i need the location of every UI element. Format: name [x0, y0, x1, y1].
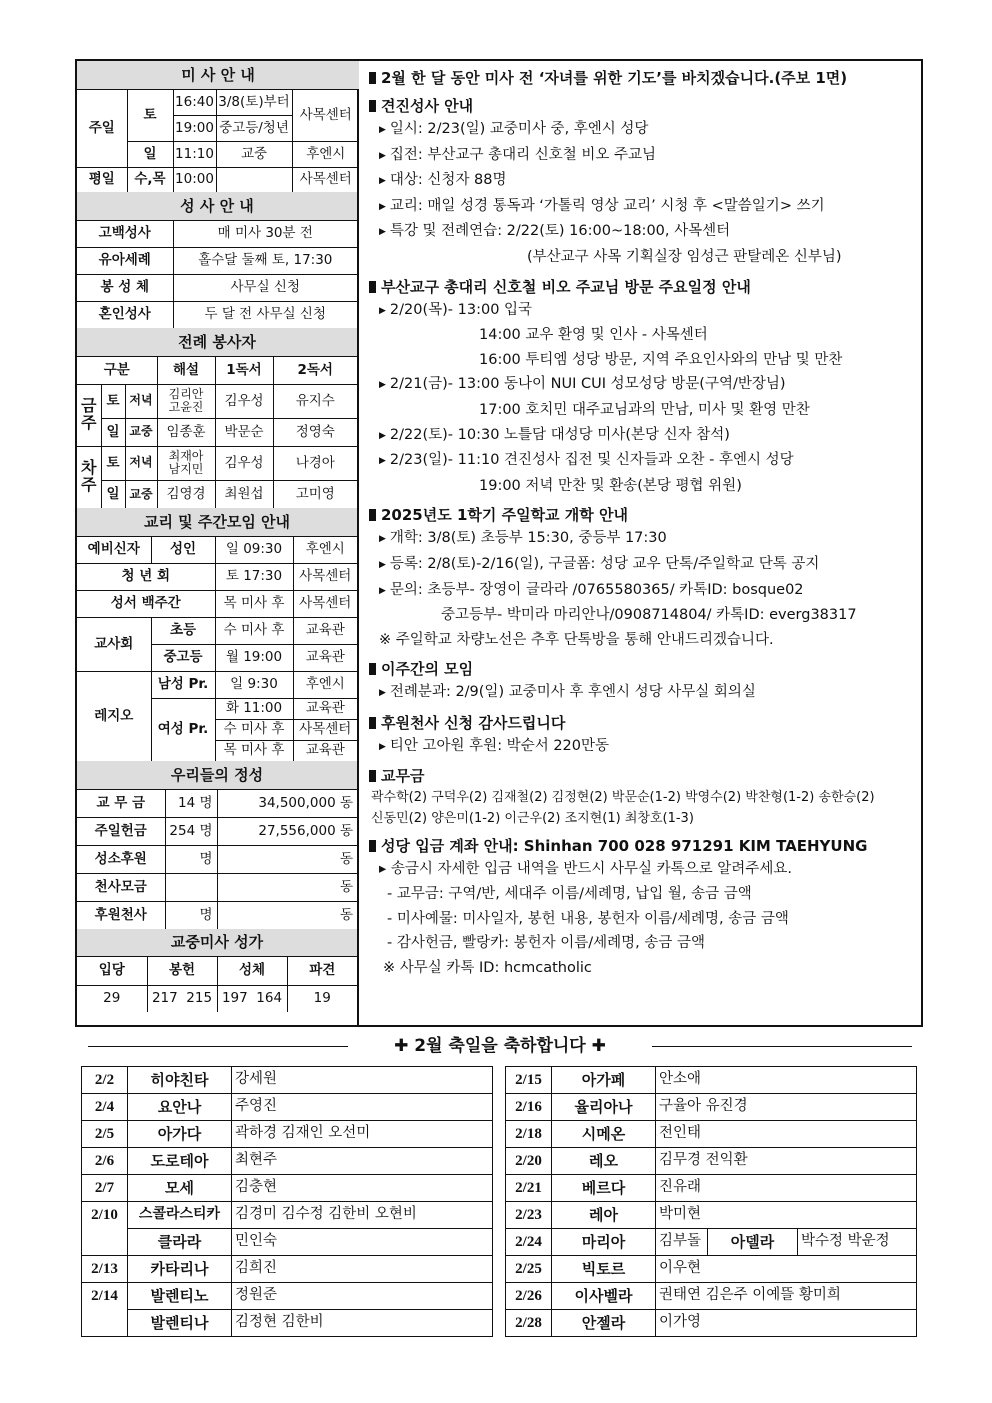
liturgy-mass: 교중 [125, 418, 157, 446]
feast-people: 박미현 [656, 1202, 917, 1229]
reader2: 나경아 [273, 446, 357, 480]
sacrament-value: 매 미사 30분 전 [173, 220, 357, 247]
feast-saint: 마리아 [552, 1229, 656, 1256]
meeting-group: 예비신자 [77, 536, 151, 563]
feast-date: 2/13 [82, 1256, 128, 1283]
feast-saint: 발렌티노 [128, 1283, 232, 1310]
feast-date: 2/23 [506, 1202, 552, 1229]
sat-label: 토 [127, 89, 173, 141]
feast-people: 곽하경 김재인 오선미 [232, 1121, 493, 1148]
feast-saint: 빅토르 [552, 1256, 656, 1283]
triangle-bullet-icon: ▶ [379, 227, 386, 238]
feast-table-right [505, 1066, 917, 1337]
feast-saint: 레오 [552, 1148, 656, 1175]
liturgy-mass: 저녁 [125, 446, 157, 480]
mass-time: 11:10 [173, 141, 216, 167]
mass-time: 16:40 [173, 89, 216, 115]
feast-date: 2/26 [506, 1283, 552, 1310]
feast-date: 2/21 [506, 1175, 552, 1202]
feast-date: 2/4 [82, 1094, 128, 1121]
bishop-visit-title: 부산교구 총대리 신호철 비오 주교님 방문 주요일정 안내 [381, 277, 751, 296]
bullet-square-icon [369, 717, 376, 729]
feast-date: 2/28 [506, 1310, 552, 1337]
visit-line: 16:00 투티엠 성당 방문, 지역 주요인사와의 만남 및 만찬 [479, 351, 843, 368]
offering-amount: 동 [217, 901, 357, 929]
feast-saint: 이사벨라 [552, 1283, 656, 1310]
meeting-time: 화 11:00 [215, 698, 293, 719]
hymn-value: 19 [287, 985, 357, 1012]
feast-people: 최현주 [232, 1148, 493, 1175]
school-item: 개학: 3/8(토) 초등부 15:30, 중등부 17:30 [389, 530, 667, 547]
liturgy-day: 토 [101, 384, 125, 418]
sunday-label: 주일 [77, 89, 127, 167]
liturgy-mass: 교중 [125, 480, 157, 508]
school-item: 문의: 초등부- 장영이 글라라 /0765580365/ 카톡ID: bosque02 [389, 581, 804, 598]
hymn-header: 봉헌 [147, 956, 217, 985]
triangle-bullet-icon: ▶ [379, 176, 386, 187]
meeting-time: 일 09:30 [215, 536, 293, 563]
meeting-place: 사목센터 [293, 563, 357, 590]
feast-date: 2/2 [82, 1067, 128, 1094]
commentator: 임종훈 [157, 418, 215, 446]
meeting-place: 사목센터 [293, 590, 357, 617]
mass-desc: 3/8(토)부터 [216, 89, 292, 115]
meeting-time: 일 9:30 [215, 671, 293, 698]
feast-date: 2/7 [82, 1175, 128, 1202]
feast-people: 구율아 유진경 [656, 1094, 917, 1121]
mass-place: 사목센터 [292, 89, 359, 141]
commentator: 김리안 고윤진 [157, 384, 215, 418]
commentator: 김영경 [157, 480, 215, 508]
offering-title: 우리들의 정성 [77, 761, 357, 789]
confirmation-item: 일시: 2/23(일) 교중미사 중, 후엔시 성당 [389, 121, 649, 137]
bank-line: ▸ 송금시 자세한 입금 내역을 반드시 사무실 카톡으로 알려주세요. [379, 861, 792, 878]
mass-place: 사목센터 [292, 167, 359, 192]
visit-line: 2/22(토)- 10:30 노틀담 대성당 미사(본당 신자 참석) [389, 426, 730, 443]
sacrament-table [77, 192, 357, 328]
hymn-header: 성체 [217, 956, 287, 985]
feast-saint: 스콜라스티카 [128, 1202, 232, 1229]
hymn-header: 입당 [77, 956, 147, 985]
offering-count: 14 명 [165, 789, 217, 817]
feast-people: 박수정 박운정 [798, 1229, 917, 1256]
offering-count [165, 873, 217, 901]
sacrament-label: 고백성사 [77, 220, 173, 247]
visit-line: 2/20(목)- 13:00 입국 [389, 301, 533, 318]
meeting-subgroup: 성인 [151, 536, 215, 563]
bank-line: - 감사헌금, 빨랑카: 봉헌자 이름/세례명, 송금 금액 [387, 935, 706, 952]
triangle-bullet-icon: ▶ [379, 559, 386, 570]
feast-table-left [81, 1066, 493, 1337]
bullet-square-icon [369, 840, 376, 852]
mass-desc: 중고등/청년 [216, 115, 292, 141]
meeting-place: 교육관 [293, 617, 357, 644]
sacrament-value: 두 달 전 사무실 신청 [173, 301, 357, 328]
school-item: 등록: 2/8(토)-2/16(일), 구글폼: 성당 교우 단톡/주일학교 단톡 공지 [389, 555, 820, 572]
offering-label: 주일헌금 [77, 817, 165, 845]
feast-people: 정원준 [232, 1283, 493, 1310]
bank-line: - 교무금: 구역/반, 세대주 이름/세례명, 납입 월, 송금 금액 [387, 886, 752, 903]
feast-people: 김부돌 [656, 1229, 708, 1256]
visit-line: 17:00 호치민 대주교님과의 만남, 미사 및 환영 만찬 [479, 401, 810, 418]
offering-amount: 27,556,000 동 [217, 817, 357, 845]
mass-place: 후엔시 [292, 141, 359, 167]
feast-saint: 발렌티나 [128, 1310, 232, 1337]
triangle-bullet-icon: ▶ [379, 456, 386, 467]
offering-label: 성소후원 [77, 845, 165, 873]
liturgy-title: 전례 봉사자 [77, 328, 357, 356]
confirmation-note: (부산교구 사목 기획실장 임성근 판탈레온 신부님) [527, 248, 842, 265]
liturgy-day: 일 [101, 480, 125, 508]
meeting-place: 교육관 [293, 644, 357, 671]
visit-line: 2/21(금)- 13:00 동나이 NUI CUI 성모성당 방문(구역/반장님) [389, 376, 786, 393]
feast-saint: 율리아나 [552, 1094, 656, 1121]
prayer-notice-text: 2월 한 달 동안 미사 전 ‘자녀를 위한 기도’를 바치겠습니다.(주보 1면) [381, 69, 848, 87]
offering-amount: 34,500,000 동 [217, 789, 357, 817]
feast-people: 김희진 [232, 1256, 493, 1283]
offering-table [77, 761, 357, 929]
commentator: 최재아 남지민 [157, 446, 215, 480]
liturgy-header: 해설 [157, 356, 215, 384]
visit-line: 2/23(일)- 11:10 견진성사 집전 및 신자들과 오찬 - 후엔시 성당 [389, 452, 794, 469]
bank-line: ※ 사무실 카톡 ID: hcmcatholic [383, 959, 592, 976]
bullet-square-icon [369, 281, 376, 293]
meeting-time: 목 미사 후 [215, 590, 293, 617]
feast-saint: 카타리나 [128, 1256, 232, 1283]
confirmation-title: 견진성사 안내 [381, 97, 474, 115]
divider-line [88, 1046, 348, 1047]
divider-line [652, 1046, 912, 1047]
reader1: 김우성 [215, 384, 273, 418]
dues-line: 신동민(2) 양은미(1-2) 이근우(2) 조지현(1) 최창호(1-3) [371, 811, 694, 827]
feast-saint: 안젤라 [552, 1310, 656, 1337]
sacrament-value: 사무실 신청 [173, 274, 357, 301]
meeting-time: 월 19:00 [215, 644, 293, 671]
hymns-table [77, 929, 357, 1012]
liturgy-header: 2독서 [273, 356, 357, 384]
dues-line: 곽수학(2) 구덕우(2) 김재철(2) 김정현(2) 박문순(1-2) 박영수(2) 박찬형(1-2) 송한승(2) [371, 790, 875, 806]
sunday-school-title: 2025년도 1학기 주일학교 개학 안내 [381, 506, 628, 525]
feast-people: 권태연 김은주 이예뜰 황미희 [656, 1283, 917, 1310]
wedthu-label: 수,목 [127, 167, 173, 192]
meeting-group: 성서 백주간 [77, 590, 215, 617]
hymn-header: 파견 [287, 956, 357, 985]
feast-people: 전인태 [656, 1121, 917, 1148]
confirmation-item: 집전: 부산교구 총대리 신호철 비오 주교님 [389, 146, 656, 163]
reader2: 유지수 [273, 384, 357, 418]
feast-people: 이우현 [656, 1256, 917, 1283]
confirmation-item: 대상: 신청자 88명 [389, 172, 507, 189]
meeting-place: 교육관 [293, 740, 357, 761]
meeting-group: 레지오 [77, 671, 151, 761]
hymn-value: 29 [77, 985, 147, 1012]
biweekly-meeting-section [369, 658, 921, 706]
triangle-bullet-icon: ▶ [379, 534, 386, 545]
this-week-label: 금주 [77, 384, 101, 446]
triangle-bullet-icon: ▶ [379, 688, 386, 699]
bank-title: 성당 입금 계좌 안내: Shinhan 700 028 971291 KIM TAEHYUNG [381, 837, 868, 856]
feast-date: 2/15 [506, 1067, 552, 1094]
sacrament-value: 홀수달 둘째 토, 17:30 [173, 247, 357, 274]
left-column [77, 61, 359, 1025]
reader2: 정영숙 [273, 418, 357, 446]
feast-saint: 아가다 [128, 1121, 232, 1148]
feast-date: 2/10 [82, 1202, 128, 1256]
liturgy-table [77, 328, 357, 508]
feast-people: 김무경 전익환 [656, 1148, 917, 1175]
liturgy-mass: 저녁 [125, 384, 157, 418]
bank-line: - 미사예물: 미사일자, 봉헌 내용, 봉헌자 이름/세례명, 송금 금액 [387, 910, 789, 927]
meeting-group: 교사회 [77, 617, 151, 671]
triangle-bullet-icon: ▶ [379, 380, 386, 391]
reader1: 김우성 [215, 446, 273, 480]
mass-title: 미 사 안 내 [77, 61, 359, 89]
hymns-title: 교중미사 성가 [77, 929, 357, 956]
feast-date: 2/14 [82, 1283, 128, 1337]
hymn-value: 217 215 [147, 985, 217, 1012]
dues-title: 교무금 [381, 767, 425, 786]
feast-people: 이가영 [656, 1310, 917, 1337]
sunday-school-section [369, 504, 921, 652]
meeting-subgroup: 여성 Pr. [151, 698, 215, 761]
right-column [361, 61, 921, 1025]
feast-saint: 히야친타 [128, 1067, 232, 1094]
meeting-time: 수 미사 후 [215, 719, 293, 740]
offering-label: 교 무 금 [77, 789, 165, 817]
triangle-bullet-icon: ▶ [379, 150, 386, 161]
confirmation-section [369, 95, 921, 270]
offering-amount: 동 [217, 873, 357, 901]
offering-count: 254 명 [165, 817, 217, 845]
feast-date: 2/16 [506, 1094, 552, 1121]
mass-time: 19:00 [173, 115, 216, 141]
bullet-square-icon [369, 100, 376, 112]
meeting-place: 사목센터 [293, 719, 357, 740]
biweekly-title: 이주간의 모임 [381, 660, 474, 679]
offering-label: 천사모금 [77, 873, 165, 901]
feast-saint: 아델라 [708, 1229, 798, 1256]
feast-people: 김충현 [232, 1175, 493, 1202]
visit-line: 14:00 교우 환영 및 인사 - 사목센터 [479, 327, 708, 344]
weekday-label: 평일 [77, 167, 127, 192]
meeting-place: 후엔시 [293, 536, 357, 563]
feast-date: 2/18 [506, 1121, 552, 1148]
feast-people: 김정현 김한비 [232, 1310, 493, 1337]
reader1: 박문순 [215, 418, 273, 446]
bulletin-frame [75, 59, 923, 1027]
meeting-place: 후엔시 [293, 671, 357, 698]
feast-people: 강세원 [232, 1067, 493, 1094]
feast-people: 민인숙 [232, 1229, 493, 1256]
meetings-table [77, 508, 357, 761]
liturgy-header: 1독서 [215, 356, 273, 384]
triangle-bullet-icon: ▶ [379, 585, 386, 596]
feast-date: 2/20 [506, 1148, 552, 1175]
mass-desc: 교중 [216, 141, 292, 167]
feast-saint: 요안나 [128, 1094, 232, 1121]
bullet-square-icon [369, 72, 376, 84]
prayer-notice [369, 67, 921, 89]
school-note: ※ 주일학교 차량노선은 추후 단톡방을 통해 안내드리겠습니다. [379, 631, 774, 648]
feast-people: 안소애 [656, 1067, 917, 1094]
school-contact: 중고등부- 박미라 마리안나/0908714804/ 카톡ID: everg38317 [441, 607, 857, 624]
offering-count: 명 [165, 845, 217, 873]
next-week-label: 차주 [77, 446, 101, 508]
bullet-square-icon [369, 770, 376, 782]
meeting-subgroup: 남성 Pr. [151, 671, 215, 698]
dues-section [369, 765, 921, 829]
offering-count: 명 [165, 901, 217, 929]
offering-amount: 동 [217, 845, 357, 873]
sacrament-label: 봉 성 체 [77, 274, 173, 301]
reader2: 고미영 [273, 480, 357, 508]
feast-title-bar [88, 1031, 912, 1061]
feast-people: 주영진 [232, 1094, 493, 1121]
meeting-time: 목 미사 후 [215, 740, 293, 761]
feast-saint: 레아 [552, 1202, 656, 1229]
triangle-bullet-icon: ▶ [379, 305, 386, 316]
meeting-group: 청 년 회 [77, 563, 215, 590]
feast-date: 2/25 [506, 1256, 552, 1283]
sacrament-label: 유아세례 [77, 247, 173, 274]
visit-line: 19:00 저녁 만찬 및 환송(본당 평협 위원) [479, 477, 742, 494]
triangle-bullet-icon: ▶ [379, 741, 386, 752]
feast-date: 2/5 [82, 1121, 128, 1148]
confirmation-item: 교리: 매일 성경 통독과 ‘가톨릭 영상 교리’ 시청 후 <말씀일기> 쓰기 [389, 197, 825, 214]
liturgy-header: 구분 [77, 356, 157, 384]
meeting-place: 교육관 [293, 698, 357, 719]
angel-sponsor-section [369, 712, 921, 760]
feast-people: 김경미 김수정 김한비 오현비 [232, 1202, 493, 1229]
sun-label: 일 [127, 141, 173, 167]
meeting-time: 수 미사 후 [215, 617, 293, 644]
mass-time: 10:00 [173, 167, 216, 192]
feast-date: 2/24 [506, 1229, 552, 1256]
triangle-bullet-icon: ▶ [379, 430, 386, 441]
feast-saint: 클라라 [128, 1229, 232, 1256]
feast-saint: 아가페 [552, 1067, 656, 1094]
bank-account-section [369, 835, 921, 980]
reader1: 최원섭 [215, 480, 273, 508]
feast-title: ✚ 2월 축일을 축하합니다 ✚ [394, 1036, 606, 1056]
meeting-subgroup: 초등 [151, 617, 215, 644]
meetings-title: 교리 및 주간모임 안내 [77, 508, 357, 536]
angel-title: 후원천사 신청 감사드립니다 [381, 713, 566, 732]
mass-table [77, 61, 359, 192]
sacrament-title: 성 사 안 내 [77, 192, 357, 220]
meeting-time: 토 17:30 [215, 563, 293, 590]
feast-people: 진유래 [656, 1175, 917, 1202]
triangle-bullet-icon: ▶ [379, 201, 386, 212]
liturgy-day: 일 [101, 418, 125, 446]
mass-desc [216, 167, 292, 192]
bullet-square-icon [369, 509, 376, 521]
feast-date: 2/6 [82, 1148, 128, 1175]
bullet-square-icon [369, 663, 376, 675]
feast-saint: 도로테아 [128, 1148, 232, 1175]
sacrament-label: 혼인성사 [77, 301, 173, 328]
biweekly-item: 전례분과: 2/9(일) 교중미사 후 후엔시 성당 사무실 회의실 [389, 684, 756, 701]
feast-saint: 베르다 [552, 1175, 656, 1202]
hymn-value: 197 164 [217, 985, 287, 1012]
offering-label: 후원천사 [77, 901, 165, 929]
liturgy-day: 토 [101, 446, 125, 480]
bishop-visit-section [369, 276, 921, 499]
triangle-bullet-icon: ▶ [379, 125, 386, 135]
feast-saint: 모세 [128, 1175, 232, 1202]
angel-item: 티안 고아원 후원: 박순서 220만동 [389, 737, 610, 754]
feast-saint: 시메온 [552, 1121, 656, 1148]
meeting-subgroup: 중고등 [151, 644, 215, 671]
confirmation-item: 특강 및 전례연습: 2/22(토) 16:00~18:00, 사목센터 [389, 223, 731, 240]
